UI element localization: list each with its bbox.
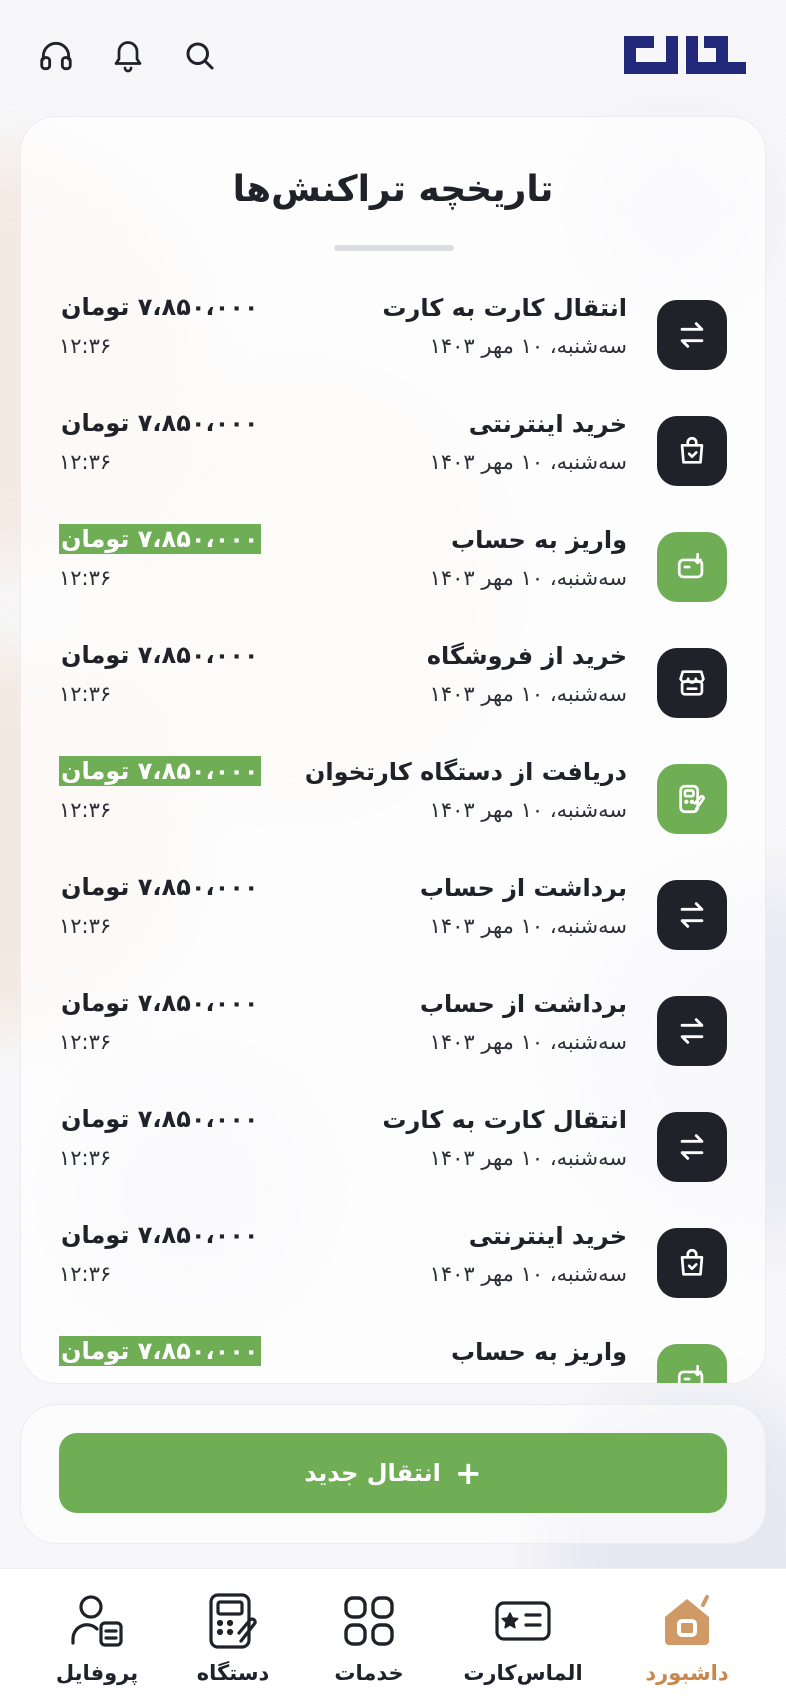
transaction-amount: ۷،۸۵۰،۰۰۰ تومان [61,873,259,901]
wallet-deposit-icon [657,532,727,602]
transaction-row[interactable] [21,990,766,1106]
transaction-title: انتقال کارت به کارت [382,1106,627,1134]
pos-device-icon [158,1589,308,1653]
nav-label: خدمات [334,1661,404,1685]
home-icon [612,1589,762,1653]
brand-logo[interactable] [620,28,750,84]
transaction-amount: ۷،۸۵۰،۰۰۰ تومان [61,1105,259,1133]
transaction-date: سه‌شنبه، ۱۰ مهر ۱۴۰۳ [429,798,627,822]
shopping-bag-icon [657,1228,727,1298]
new-transfer-button[interactable] [59,1433,727,1513]
transaction-time: ۱۲:۳۶ [59,566,112,590]
title-divider [334,245,454,251]
star-card-icon [448,1589,598,1653]
shopping-bag-icon [657,416,727,486]
transaction-date: سه‌شنبه، ۱۰ مهر ۱۴۰۳ [429,450,627,474]
transaction-date: سه‌شنبه، ۱۰ مهر ۱۴۰۳ [429,682,627,706]
transaction-title: برداشت از حساب [419,874,627,902]
transaction-row[interactable] [21,294,766,410]
transaction-date: سه‌شنبه، ۱۰ مهر ۱۴۰۳ [429,1262,627,1286]
transaction-amount: ۷،۸۵۰،۰۰۰ تومان [61,989,259,1017]
wallet-deposit-icon [657,1344,727,1384]
transaction-date: سه‌شنبه، ۱۰ مهر ۱۴۰۳ [429,566,627,590]
transaction-amount: ۷،۸۵۰،۰۰۰ تومان [61,525,259,553]
nav-label: پروفایل [55,1661,139,1685]
transfer-icon [657,300,727,370]
transaction-date: سه‌شنبه، ۱۰ مهر ۱۴۰۳ [429,914,627,938]
transaction-row[interactable] [21,874,766,990]
support-headset-icon[interactable] [36,36,76,76]
transactions-card [20,116,766,1384]
transaction-time: ۱۲:۳۶ [59,1146,112,1170]
transaction-amount: ۷،۸۵۰،۰۰۰ تومان [61,1221,259,1249]
transaction-date: سه‌شنبه، ۱۰ مهر ۱۴۰۳ [429,1030,627,1054]
pos-device-icon [657,764,727,834]
transaction-time: ۱۲:۳۶ [59,682,112,706]
transaction-title: خرید اینترنتی [468,410,627,438]
transaction-title: واریز به حساب [450,526,627,554]
transaction-time: ۱۲:۳۶ [59,334,112,358]
nav-item-services[interactable] [294,1589,444,1685]
transaction-time: ۱۲:۳۶ [59,914,112,938]
top-bar [0,0,786,112]
transaction-amount: ۷،۸۵۰،۰۰۰ تومان [61,641,259,669]
top-actions [36,36,220,76]
transaction-row[interactable] [21,526,766,642]
transaction-date: سه‌شنبه، ۱۰ مهر ۱۴۰۳ [429,1146,627,1170]
action-panel [20,1404,766,1544]
transaction-amount: ۷،۸۵۰،۰۰۰ تومان [61,1337,259,1365]
profile-icon [22,1589,172,1653]
transaction-row[interactable] [21,758,766,874]
transaction-title: خرید اینترنتی [468,1222,627,1250]
transaction-date: سه‌شنبه، ۱۰ مهر ۱۴۰۳ [429,334,627,358]
transaction-time: ۱۲:۳۶ [59,450,112,474]
nav-item-device[interactable] [158,1589,308,1685]
transfer-icon [657,880,727,950]
search-icon[interactable] [180,36,220,76]
transaction-row[interactable] [21,1338,766,1384]
notification-bell-icon[interactable] [108,36,148,76]
transaction-time: ۱۲:۳۶ [59,1030,112,1054]
plus-icon: + [454,1454,482,1492]
transaction-title: دریافت از دستگاه کارتخوان [304,758,627,786]
nav-item-profile[interactable] [22,1589,172,1685]
nav-item-almas-card[interactable] [448,1589,598,1685]
nav-label: الماس‌کارت [463,1661,583,1685]
transfer-icon [657,996,727,1066]
transaction-row[interactable] [21,410,766,526]
transaction-title: برداشت از حساب [419,990,627,1018]
services-grid-icon [294,1589,444,1653]
transaction-time: ۱۲:۳۶ [59,1262,112,1286]
shop-icon [657,648,727,718]
bottom-navigation [0,1568,786,1704]
transaction-list [21,294,766,1384]
transaction-row[interactable] [21,642,766,758]
transaction-title: خرید از فروشگاه [426,642,627,670]
transaction-row[interactable] [21,1222,766,1338]
page-title: تاریخچه تراکنش‌ها [232,169,554,210]
transaction-amount: ۷،۸۵۰،۰۰۰ تومان [61,293,259,321]
transaction-time: ۱۲:۳۶ [59,798,112,822]
transaction-amount: ۷،۸۵۰،۰۰۰ تومان [61,409,259,437]
nav-label: داشبورد [645,1661,729,1685]
transaction-row[interactable] [21,1106,766,1222]
new-transfer-label: انتقال جدید [304,1459,441,1487]
transaction-amount: ۷،۸۵۰،۰۰۰ تومان [61,757,259,785]
transaction-title: انتقال کارت به کارت [382,294,627,322]
transaction-title: واریز به حساب [450,1338,627,1366]
transfer-icon [657,1112,727,1182]
nav-item-dashboard[interactable] [612,1589,762,1685]
nav-label: دستگاه [196,1661,270,1685]
